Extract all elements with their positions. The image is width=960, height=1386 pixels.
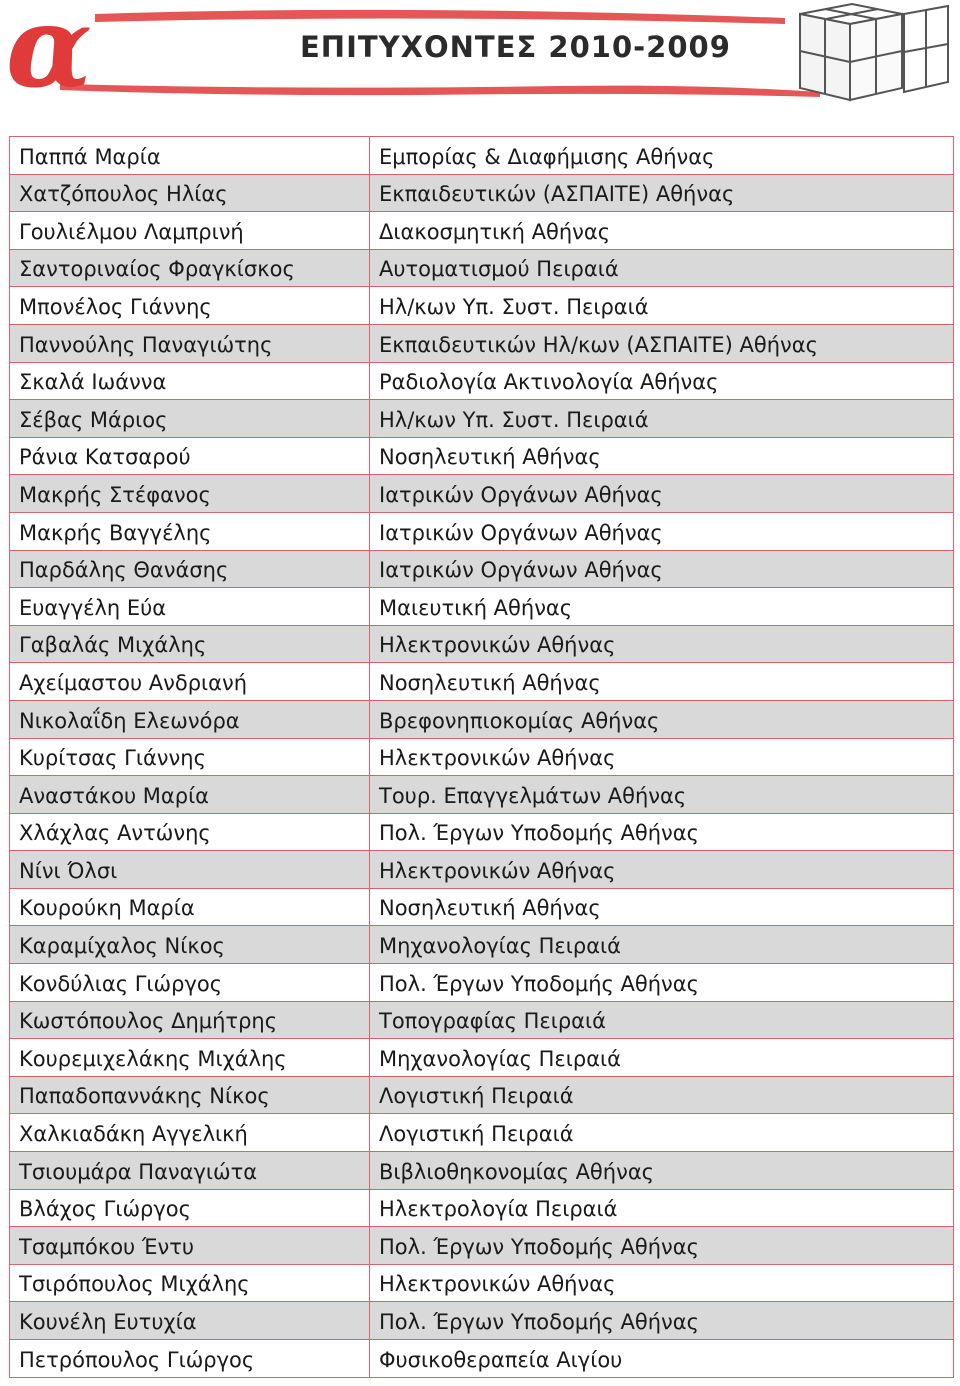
student-name-cell: Παρδάλης Θανάσης	[10, 550, 370, 588]
department-cell: Ηλ/κων Υπ. Συστ. Πειραιά	[370, 400, 954, 438]
table-row	[10, 174, 954, 212]
student-name-cell: Κουρούκη Μαρία	[10, 888, 370, 926]
table-row	[10, 1001, 954, 1039]
student-name-cell: Χατζόπουλος Ηλίας	[10, 174, 370, 212]
alpha-logo-letter: α	[6, 0, 93, 113]
table-row	[10, 1264, 954, 1302]
department-cell: Εκπαιδευτικών Ηλ/κων (ΑΣΠΑΙΤΕ) Αθήνας	[370, 324, 954, 362]
table-row	[10, 625, 954, 663]
student-name-cell: Νικολαΐδη Ελεωνόρα	[10, 700, 370, 738]
table-row	[10, 813, 954, 851]
table-row	[10, 1152, 954, 1190]
department-cell: Πολ. Έργων Υποδομής Αθήνας	[370, 1302, 954, 1340]
page-header	[0, 0, 960, 120]
table-row	[10, 1227, 954, 1265]
student-name-cell: Σκαλά Ιωάννα	[10, 362, 370, 400]
student-name-cell: Γαβαλάς Μιχάλης	[10, 625, 370, 663]
department-cell: Ηλεκτρονικών Αθήνας	[370, 625, 954, 663]
bottom-brush-stroke	[60, 84, 820, 97]
department-cell: Τοπογραφίας Πειραιά	[370, 1001, 954, 1039]
department-cell: Ιατρικών Οργάνων Αθήνας	[370, 475, 954, 513]
student-name-cell: Τσαμπόκου Έντυ	[10, 1227, 370, 1265]
student-name-cell: Παπαδοπαννάκης Νίκος	[10, 1076, 370, 1114]
student-name-cell: Σαντοριναίος Φραγκίσκος	[10, 249, 370, 287]
page-title: ΕΠΙΤΥΧΟΝΤΕΣ 2010-2009	[300, 30, 731, 64]
table-row	[10, 512, 954, 550]
table-row	[10, 776, 954, 814]
results-table	[9, 136, 954, 1378]
student-name-cell: Κουρεμιχελάκης Μιχάλης	[10, 1039, 370, 1077]
table-row	[10, 1039, 954, 1077]
student-name-cell: Μακρής Βαγγέλης	[10, 512, 370, 550]
table-row	[10, 324, 954, 362]
department-cell: Νοσηλευτική Αθήνας	[370, 663, 954, 701]
results-table-body	[10, 137, 954, 1378]
department-cell: Νοσηλευτική Αθήνας	[370, 437, 954, 475]
department-cell: Μηχανολογίας Πειραιά	[370, 926, 954, 964]
student-name-cell: Καραμίχαλος Νίκος	[10, 926, 370, 964]
table-row	[10, 926, 954, 964]
top-brush-stroke	[95, 10, 785, 24]
student-name-cell: Γουλιέλμου Λαμπρινή	[10, 212, 370, 250]
student-name-cell: Χαλκιαδάκη Αγγελική	[10, 1114, 370, 1152]
table-row	[10, 700, 954, 738]
table-row	[10, 888, 954, 926]
student-name-cell: Αναστάκου Μαρία	[10, 776, 370, 814]
table-row	[10, 249, 954, 287]
department-cell: Βρεφονηπιοκομίας Αθήνας	[370, 700, 954, 738]
department-cell: Μαιευτική Αθήνας	[370, 588, 954, 626]
department-cell: Πολ. Έργων Υποδομής Αθήνας	[370, 1227, 954, 1265]
table-row	[10, 663, 954, 701]
department-cell: Ηλεκτρολογία Πειραιά	[370, 1189, 954, 1227]
results-table-container	[9, 136, 953, 1378]
student-name-cell: Μακρής Στέφανος	[10, 475, 370, 513]
department-cell: Ιατρικών Οργάνων Αθήνας	[370, 512, 954, 550]
table-row	[10, 1302, 954, 1340]
table-row	[10, 851, 954, 889]
student-name-cell: Βλάχος Γιώργος	[10, 1189, 370, 1227]
department-cell: Τουρ. Επαγγελμάτων Αθήνας	[370, 776, 954, 814]
department-cell: Ιατρικών Οργάνων Αθήνας	[370, 550, 954, 588]
student-name-cell: Κυρίτσας Γιάννης	[10, 738, 370, 776]
table-row	[10, 588, 954, 626]
student-name-cell: Τσιρόπουλος Μιχάλης	[10, 1264, 370, 1302]
student-name-cell: Τσιουμάρα Παναγιώτα	[10, 1152, 370, 1190]
department-cell: Λογιστική Πειραιά	[370, 1114, 954, 1152]
student-name-cell: Παππά Μαρία	[10, 137, 370, 175]
table-row	[10, 1340, 954, 1378]
table-row	[10, 287, 954, 325]
department-cell: Λογιστική Πειραιά	[370, 1076, 954, 1114]
table-row	[10, 1189, 954, 1227]
student-name-cell: Παννούλης Παναγιώτης	[10, 324, 370, 362]
department-cell: Φυσικοθεραπεία Αιγίου	[370, 1340, 954, 1378]
alpha-logo-icon	[6, 0, 92, 113]
table-row	[10, 475, 954, 513]
table-row	[10, 437, 954, 475]
department-cell: Μηχανολογίας Πειραιά	[370, 1039, 954, 1077]
department-cell: Βιβλιοθηκονομίας Αθήνας	[370, 1152, 954, 1190]
table-row	[10, 362, 954, 400]
table-row	[10, 964, 954, 1002]
student-name-cell: Ευαγγέλη Εύα	[10, 588, 370, 626]
department-cell: Ηλ/κων Υπ. Συστ. Πειραιά	[370, 287, 954, 325]
department-cell: Ραδιολογία Ακτινολογία Αθήνας	[370, 362, 954, 400]
table-row	[10, 137, 954, 175]
student-name-cell: Μπονέλος Γιάννης	[10, 287, 370, 325]
student-name-cell: Αχείμαστου Ανδριανή	[10, 663, 370, 701]
student-name-cell: Κουνέλη Ευτυχία	[10, 1302, 370, 1340]
department-cell: Διακοσμητική Αθήνας	[370, 212, 954, 250]
student-name-cell: Κονδύλιας Γιώργος	[10, 964, 370, 1002]
department-cell: Εκπαιδευτικών (ΑΣΠΑΙΤΕ) Αθήνας	[370, 174, 954, 212]
department-cell: Νοσηλευτική Αθήνας	[370, 888, 954, 926]
student-name-cell: Νίνι Όλσι	[10, 851, 370, 889]
student-name-cell: Χλάχλας Αντώνης	[10, 813, 370, 851]
table-row	[10, 212, 954, 250]
department-cell: Αυτοματισμού Πειραιά	[370, 249, 954, 287]
cube-icon	[800, 4, 948, 100]
table-row	[10, 550, 954, 588]
department-cell: Πολ. Έργων Υποδομής Αθήνας	[370, 964, 954, 1002]
table-row	[10, 1076, 954, 1114]
department-cell: Ηλεκτρονικών Αθήνας	[370, 1264, 954, 1302]
student-name-cell: Σέβας Μάριος	[10, 400, 370, 438]
table-row	[10, 400, 954, 438]
student-name-cell: Κωστόπουλος Δημήτρης	[10, 1001, 370, 1039]
table-row	[10, 1114, 954, 1152]
department-cell: Πολ. Έργων Υποδομής Αθήνας	[370, 813, 954, 851]
student-name-cell: Πετρόπουλος Γιώργος	[10, 1340, 370, 1378]
department-cell: Εμπορίας & Διαφήμισης Αθήνας	[370, 137, 954, 175]
department-cell: Ηλεκτρονικών Αθήνας	[370, 851, 954, 889]
department-cell: Ηλεκτρονικών Αθήνας	[370, 738, 954, 776]
student-name-cell: Ράνια Κατσαρού	[10, 437, 370, 475]
table-row	[10, 738, 954, 776]
